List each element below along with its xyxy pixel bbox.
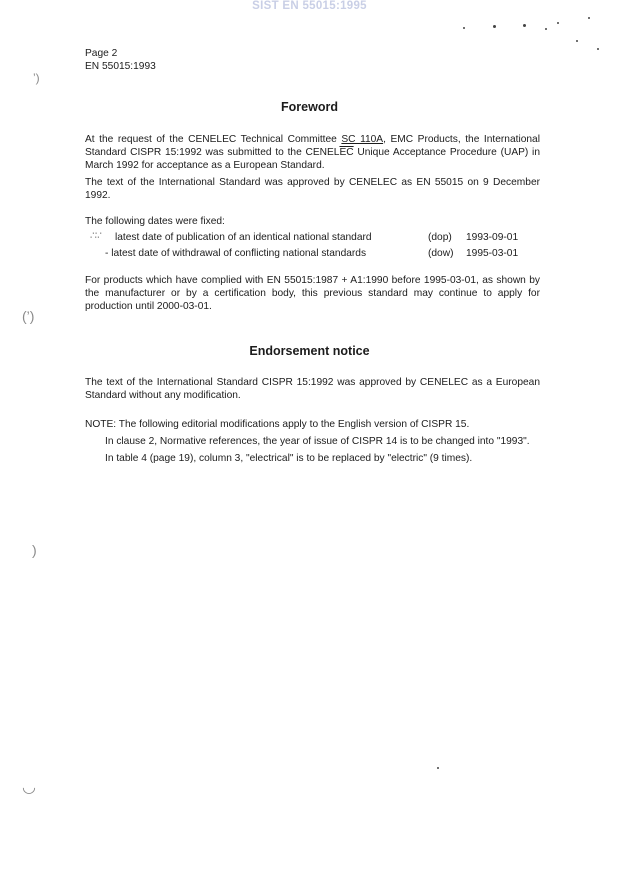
note-item: In clause 2, Normative references, the year of issue of CISPR 14 is to be changed into "1993". — [105, 436, 530, 447]
foreword-paragraph-1 — [85, 133, 540, 172]
date-row-text: latest date of publication of an identical national standard — [115, 232, 372, 243]
foreword-p1-start: At the request of the CENELEC Technical Committee — [85, 134, 342, 145]
dates-intro: The following dates were fixed: — [85, 216, 225, 227]
date-row-dow — [105, 247, 545, 260]
note-text: NOTE: The following editorial modifications apply to the English version of CISPR 15. — [85, 419, 470, 430]
page-number: Page 2 — [85, 48, 118, 59]
scan-artifacts: ’) (’) ) ◡ ∴∵ — [0, 0, 619, 876]
endorsement-paragraph: The text of the International Standard CISPR 15:1992 was approved by CENELEC as a European Standard without any modification. — [85, 377, 540, 401]
date-row-text: - latest date of withdrawal of conflicting national standards — [105, 248, 367, 259]
document-id: EN 55015:1993 — [85, 61, 156, 72]
foreword-paragraph-3: For products which have complied with EN 55015:1987 + A1:1990 before 1995-03-01, as shown by the manufacturer or by a certification body, this previous standard may continue to apply for production until 2000-03-01. — [85, 275, 540, 312]
date-row-abbr: (dop) — [428, 232, 452, 243]
watermark: SIST EN 55015:1995 — [252, 0, 367, 12]
date-row-dop — [115, 231, 555, 244]
foreword-p1-end: Unique Acceptance Procedure (UAP) in March 1992 for acceptance as a European Standard. — [85, 147, 540, 171]
note-item: In table 4 (page 19), column 3, "electrical" is to be replaced by "electric" (9 times). — [105, 453, 473, 464]
foreword-p1-middle: , EMC Products, the International Standard CISPR 15:1992 was submitted to the CENEL — [85, 134, 540, 158]
foreword-heading: Foreword — [281, 100, 338, 114]
cenelec-ec-fragment: $\overline{EC}$ — [339, 147, 354, 158]
committee-reference: SC 110A — [341, 134, 384, 145]
foreword-paragraph-2: The text of the International Standard was approved by CENELEC as EN 55015 on 9 December 1992. — [85, 177, 540, 201]
date-row-abbr: (dow) — [428, 248, 454, 259]
page-header — [85, 47, 156, 73]
endorsement-heading: Endorsement notice — [249, 344, 370, 358]
date-row-date: 1993-09-01 — [466, 232, 519, 243]
date-row-date: 1995-03-01 — [466, 248, 519, 259]
